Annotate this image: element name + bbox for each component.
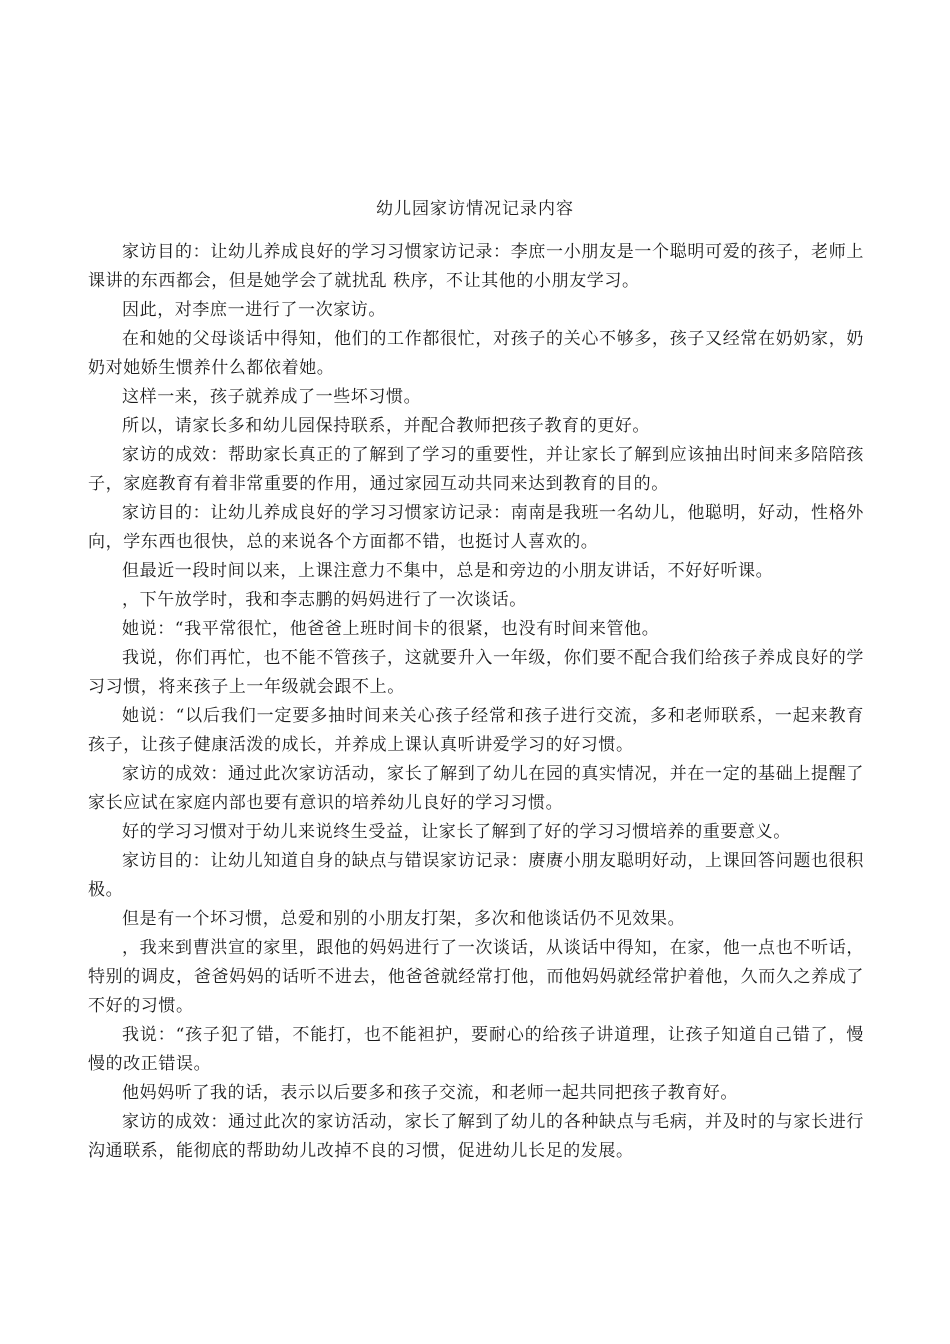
paragraph: 但最近一段时间以来，上课注意力不集中，总是和旁边的小朋友讲话，不好好听课。 xyxy=(122,561,774,581)
document-title: 幼儿园家访情况记录内容 xyxy=(376,199,574,219)
paragraph: 所以，请家长多和幼儿园保持联系，并配合教师把孩子教育的更好。 xyxy=(122,416,650,436)
paragraph: 他妈妈听了我的话，表示以后要多和孩子交流，和老师一起共同把孩子教育好。 xyxy=(122,1083,738,1103)
paragraph: 她说：“我平常很忙，他爸爸上班时间卡的很紧，也没有时间来管他。 xyxy=(122,619,660,639)
paragraph: 家访的成效：通过此次的家访活动，家长了解到了幼儿的各种缺点与毛病，并及时的与家长进行沟通联系，能彻底的帮助幼儿改掉不良的习惯，促进幼儿长足的发展。 xyxy=(88,1112,864,1161)
paragraph: 家访的成效：帮助家长真正的了解到了学习的重要性，并让家长了解到应该抽出时间来多陪陪孩子，家庭教育有着非常重要的作用，通过家园互动共同来达到教育的目的。 xyxy=(88,445,864,494)
paragraph: 我说，你们再忙，也不能不管孩子，这就要升入一年级，你们要不配合我们给孩子养成良好的学习习惯，将来孩子上一年级就会跟不上。 xyxy=(88,648,864,697)
paragraph: ，我来到曹洪宣的家里，跟他的妈妈进行了一次谈话，从谈话中得知，在家，他一点也不听话，特别的调皮，爸爸妈妈的话听不进去，他爸爸就经常打他，而他妈妈就经常护着他，久而久之养成了不好的习惯。 xyxy=(88,938,864,1016)
paragraph: 好的学习习惯对于幼儿来说终生受益，让家长了解到了好的学习习惯培养的重要意义。 xyxy=(122,822,791,842)
paragraph: 在和她的父母谈话中得知，他们的工作都很忙，对孩子的关心不够多，孩子又经常在奶奶家，奶奶对她娇生惯养什么都依着她。 xyxy=(88,329,864,378)
document-body xyxy=(88,238,864,1166)
paragraph: 这样一来，孩子就养成了一些坏习惯。 xyxy=(122,387,422,407)
paragraph: 家访目的：让幼儿知道自身的缺点与错误家访记录：赓赓小朋友聪明好动，上课回答问题也很积极。 xyxy=(88,851,864,900)
paragraph: 家访目的：让幼儿养成良好的学习习惯家访记录：李庶一小朋友是一个聪明可爱的孩子，老师上课讲的东西都会，但是她学会了就扰乱 秩序，不让其他的小朋友学习。 xyxy=(88,242,864,291)
paragraph: 她说：“以后我们一定要多抽时间来关心孩子经常和孩子进行交流，多和老师联系，一起来教育孩子，让孩子健康活泼的成长，并养成上课认真听讲爱学习的好习惯。 xyxy=(88,706,864,755)
paragraph: 因此，对李庶一进行了一次家访。 xyxy=(122,300,386,320)
paragraph: 家访目的：让幼儿养成良好的学习习惯家访记录：南南是我班一名幼儿，他聪明，好动，性格外向，学东西也很快，总的来说各个方面都不错，也挺讨人喜欢的。 xyxy=(88,503,864,552)
paragraph: ，下午放学时，我和李志鹏的妈妈进行了一次谈话。 xyxy=(122,590,527,610)
paragraph: 我说：“孩子犯了错，不能打，也不能袒护，要耐心的给孩子讲道理，让孩子知道自己错了，慢慢的改正错误。 xyxy=(88,1025,864,1074)
paragraph: 家访的成效：通过此次家访活动，家长了解到了幼儿在园的真实情况，并在一定的基础上提醒了家长应试在家庭内部也要有意识的培养幼儿良好的学习习惯。 xyxy=(88,764,864,813)
paragraph: 但是有一个坏习惯，总爱和别的小朋友打架，多次和他谈话仍不见效果。 xyxy=(122,909,686,929)
